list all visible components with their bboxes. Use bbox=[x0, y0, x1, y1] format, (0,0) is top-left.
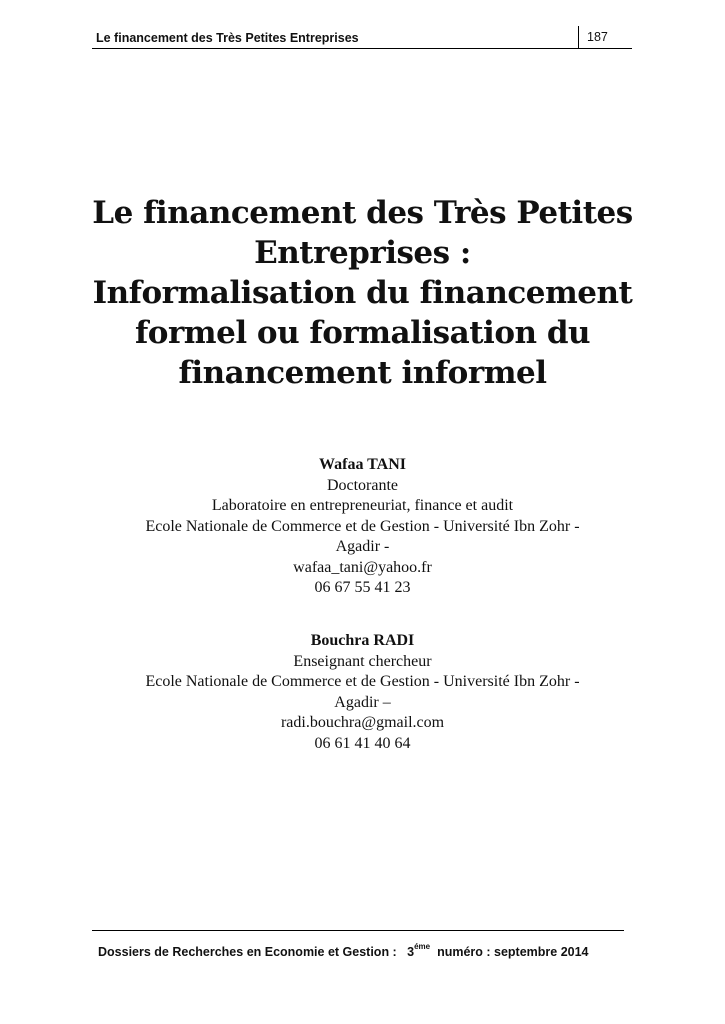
author-name: Wafaa TANI bbox=[319, 456, 406, 473]
issue-number: 3 bbox=[407, 945, 415, 959]
author-laboratory: Laboratoire en entrepreneuriat, finance et audit bbox=[211, 497, 514, 514]
journal-name: Dossiers de Recherches en Economie et Gestion : bbox=[98, 945, 397, 959]
issue-suffix: éme bbox=[414, 942, 431, 951]
title-line: Le financement des Très Petites bbox=[92, 195, 633, 231]
author-city: Agadir - bbox=[335, 538, 390, 555]
author-block-radi bbox=[60, 631, 665, 754]
title-line: formel ou formalisation du bbox=[134, 315, 591, 351]
title-line: financement informel bbox=[178, 355, 547, 391]
author-name: Bouchra RADI bbox=[310, 632, 415, 649]
title-line: Entreprises : bbox=[254, 235, 471, 271]
author-role: Enseignant chercheur bbox=[293, 652, 432, 670]
author-email: wafaa_tani@yahoo.fr bbox=[293, 558, 432, 576]
author-phone: 06 61 41 40 64 bbox=[314, 734, 411, 752]
author-email: radi.bouchra@gmail.com bbox=[280, 714, 445, 731]
author-city: Agadir – bbox=[334, 693, 391, 711]
author-institution: Ecole Nationale de Commerce et de Gestion - Université Ibn Zohr - bbox=[145, 673, 580, 690]
page-footer bbox=[92, 930, 624, 967]
footer-citation bbox=[98, 942, 589, 959]
title-line: Informalisation du financement bbox=[92, 275, 633, 311]
running-title: Le financement des Très Petites Entreprises bbox=[96, 31, 359, 45]
author-phone: 06 67 55 41 23 bbox=[314, 579, 411, 596]
issue-date: numéro : septembre 2014 bbox=[437, 945, 589, 959]
author-role: Doctorante bbox=[326, 476, 399, 494]
author-block-tani bbox=[60, 455, 665, 599]
running-header bbox=[92, 26, 632, 49]
page-number: 187 bbox=[578, 26, 632, 48]
paper-title bbox=[80, 193, 645, 393]
author-institution: Ecole Nationale de Commerce et de Gestion - Université Ibn Zohr - bbox=[145, 517, 580, 535]
